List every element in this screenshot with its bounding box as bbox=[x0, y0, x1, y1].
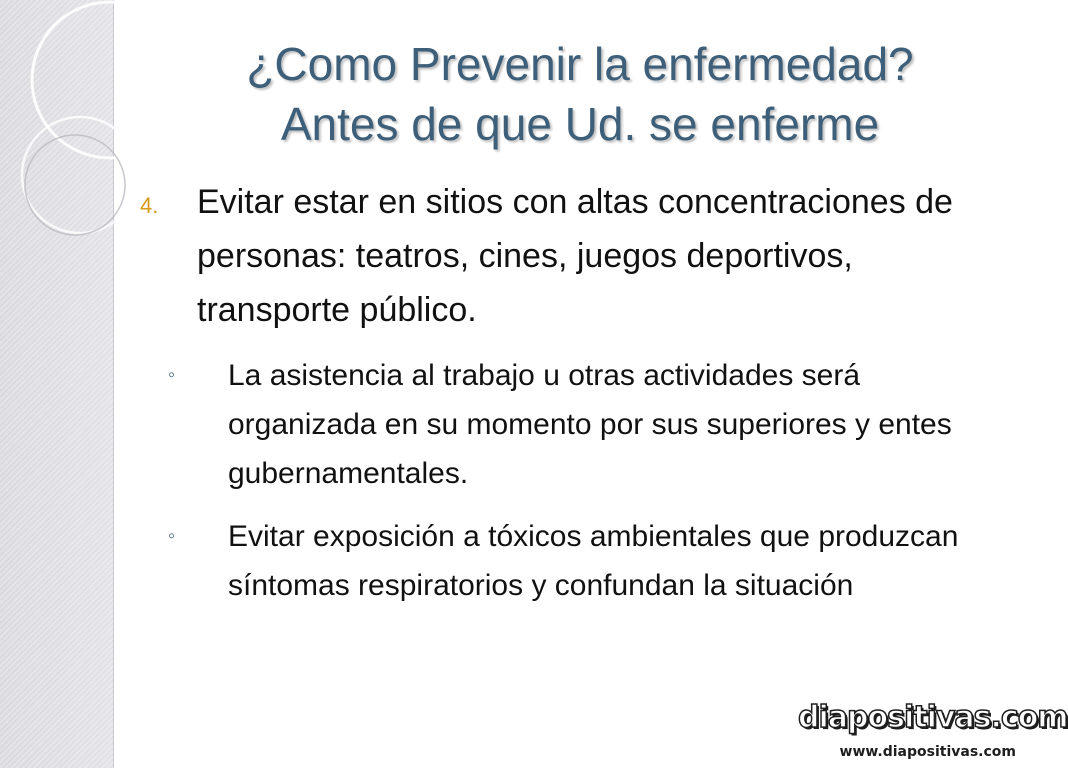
sub-item-text: Evitar exposición a tóxicos ambientales que produzcan síntomas respiratorios y confundan la situación bbox=[228, 520, 959, 602]
slide-title bbox=[150, 34, 1010, 154]
decorative-circles bbox=[0, 0, 150, 300]
logo-text: diapositivas bbox=[798, 700, 991, 735]
slide-content bbox=[140, 175, 1000, 624]
decorative-circle-medium bbox=[22, 117, 138, 233]
logo-wordmark bbox=[798, 700, 1068, 735]
item-number: 4. bbox=[140, 193, 159, 218]
sub-item bbox=[140, 512, 1000, 610]
logo-com: .com bbox=[990, 700, 1068, 735]
slide-title-line-1: ¿Como Prevenir la enfermedad? bbox=[246, 38, 914, 90]
sub-list bbox=[140, 351, 1000, 610]
slide-title-line-2: Antes de que Ud. se enferme bbox=[280, 98, 880, 150]
diapositivas-logo bbox=[792, 698, 1068, 762]
sub-item bbox=[140, 351, 1000, 498]
sub-item-text: La asistencia al trabajo u otras actividades será organizada en su momento por sus superiores y entes gubernamentales. bbox=[228, 359, 952, 490]
hollow-bullet-icon: ◦ bbox=[168, 364, 176, 386]
logo-url: www.diapositivas.com bbox=[839, 744, 1016, 760]
numbered-item bbox=[140, 175, 1000, 337]
item-text: Evitar estar en sitios con altas concentraciones de personas: teatros, cines, juegos deportivos, transporte público. bbox=[197, 183, 953, 329]
hollow-bullet-icon: ◦ bbox=[168, 525, 176, 547]
